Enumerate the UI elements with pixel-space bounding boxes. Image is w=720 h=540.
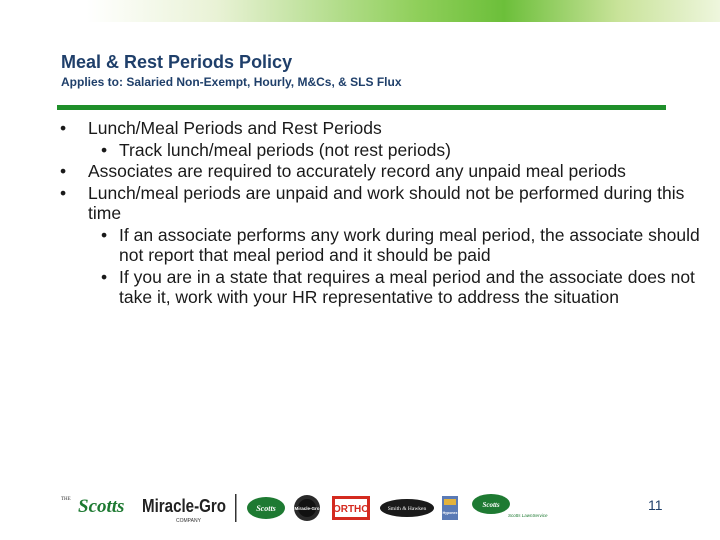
sub-bullet-item <box>60 225 700 266</box>
top-gradient-band <box>0 0 720 22</box>
bullet-text: Lunch/Meal Periods and Rest Periods <box>88 118 382 138</box>
bullet-dot: • <box>101 266 108 287</box>
slide-subtitle: Applies to: Salaried Non-Exempt, Hourly, M&Cs, & SLS Flux <box>61 75 402 89</box>
smith-hawken-logo-text: Smith & Hawken <box>387 506 427 512</box>
bullet-dot: • <box>60 161 67 181</box>
brand-logos-graphic <box>58 490 558 526</box>
scotts-brand-logo <box>247 497 285 519</box>
logo-company-text: COMPANY <box>176 518 201 524</box>
bullet-item <box>60 183 700 224</box>
bullet-text: If an associate performs any work during meal period, the associate should not report that meal period and it should be paid <box>119 224 700 265</box>
logo-miracle-gro-wordmark: Miracle-Gro <box>142 496 227 516</box>
scotts-lawnservice-brand-logo <box>472 494 548 518</box>
bullet-item <box>60 118 700 139</box>
hyponex-logo-text: Hyponex <box>442 511 458 515</box>
bullet-item <box>60 161 700 182</box>
ortho-logo-text: ORTHO <box>332 504 370 515</box>
ortho-brand-logo <box>332 496 370 520</box>
logo-the: THE <box>61 497 71 502</box>
sub-bullet-item <box>60 267 700 308</box>
bullet-text: Associates are required to accurately record any unpaid meal periods <box>88 161 626 181</box>
miracle-gro-logo-text: Miracle-Gro <box>294 506 320 511</box>
bullet-text: Lunch/meal periods are unpaid and work should not be performed during this time <box>88 182 685 223</box>
bullet-dot: • <box>60 182 67 203</box>
bullet-text: Track lunch/meal periods (not rest periods) <box>119 139 451 160</box>
scotts-logo-text: Scotts <box>256 504 276 513</box>
logo-scotts-wordmark: Scotts <box>78 496 125 517</box>
footer-logo-bar <box>58 490 558 526</box>
bullet-dot: • <box>101 139 108 160</box>
page-number: 11 <box>648 497 663 513</box>
bullet-list <box>60 118 700 309</box>
sub-bullet-item <box>60 140 700 161</box>
bullet-dot: • <box>60 118 67 138</box>
hyponex-brand-logo <box>442 496 458 520</box>
bullet-text: If you are in a state that requires a meal period and the associate does not take it, work with your HR representative to address the situation <box>119 266 695 307</box>
title-divider <box>57 105 666 110</box>
scotts-miracle-gro-company-logo <box>61 494 237 524</box>
smith-hawken-brand-logo <box>380 499 434 517</box>
bullet-dot: • <box>101 224 108 245</box>
miracle-gro-brand-logo <box>294 495 320 521</box>
slide-title: Meal & Rest Periods Policy <box>61 52 293 72</box>
scotts-lawnservice-oval-text: Scotts <box>482 501 500 509</box>
lawnservice-logo-text: Scotts LawnService <box>508 513 548 518</box>
